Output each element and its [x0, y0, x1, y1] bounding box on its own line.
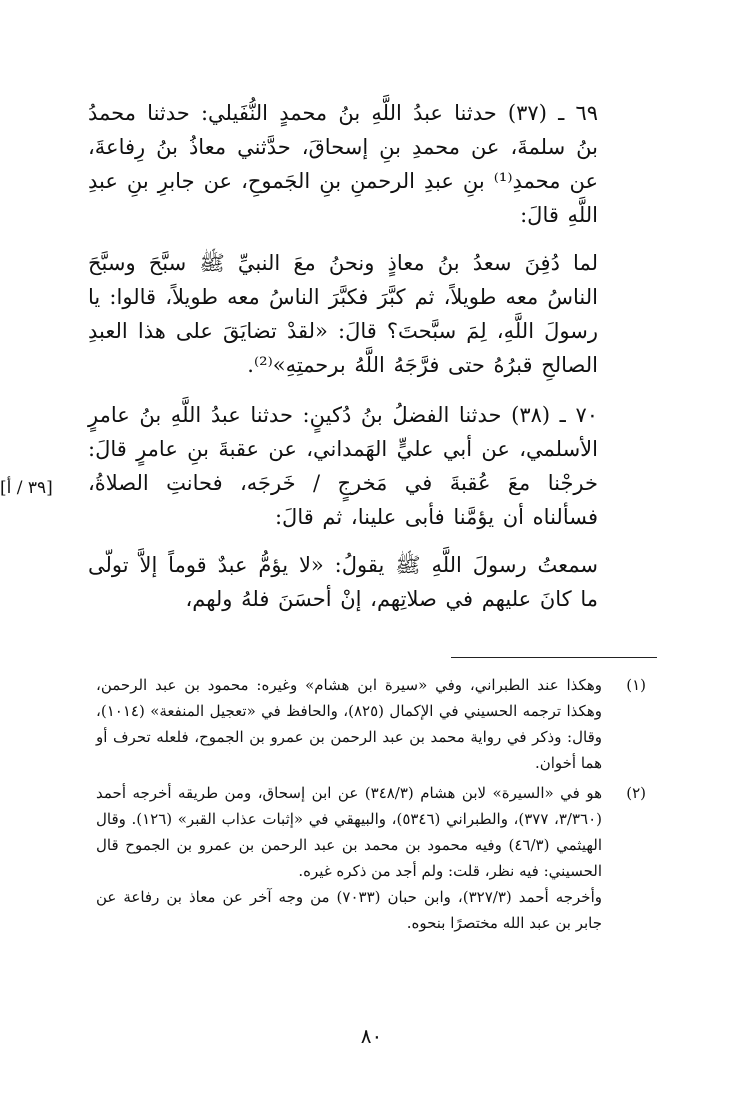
footnote-divider	[451, 657, 657, 658]
hadith-70-isnad: ٧٠ ـ (٣٨) حدثنا الفضلُ بنُ دُكينٍ: حدثنا عبدُ اللَّهِ بنُ عامرٍ الأسلمي، عن أبي عليٍّ الهَمداني، عن عقبةَ بنِ عامرٍ قالَ: خرجْنا معَ عُقبةَ في مَخرجٍ / خَرجَه، فحانتِ الصلاةُ، فسألناه أن يؤمَّنا فأبى علينا، ثم قالَ:	[88, 403, 598, 529]
footnotes	[96, 672, 646, 936]
footnote-text: وهكذا عند الطبراني، وفي «سيرة ابن هشام» وغيره: محمود بن عبد الرحمن، وهكذا ترجمه الحسيني في الإكمال (٨٢٥)، والحافظ في «تعجيل المنفعة» (١٠١٤)، وقال: وذكر في رواية محمد بن عبد الرحمن بن عمرو بن الجموح، فلعله تحرف أو هما أخوان.	[96, 676, 602, 772]
footnote-text: هو في «السيرة» لابن هشام (٣٤٨/٣) عن ابن إسحاق، ومن طريقه أخرجه أحمد (٣/٣٦٠، ٣٧٧)، والطبراني (٥٣٤٦)، والبيهقي في «إثبات عذاب القبر» (١٢٦). وقال الهيثمي (٤٦/٣) وفيه محمود بن محمد بن عبد الرحمن بن عمرو بن الجموح قال الحسيني: فيه نظر، قلت: ولم أجد من ذكره غيره.	[96, 784, 602, 880]
hadith-70-matn: سمعتُ رسولَ اللَّهِ ﷺ يقولُ: «لا يؤمُّ عبدٌ قوماً إلاَّ تولّى ما كانَ عليهم في صلاتِهم، إنْ أحسَنَ فلهُ ولهم،	[88, 553, 598, 611]
hadith-69-matn: لما دُفِنَ سعدُ بنُ معاذٍ ونحنُ معَ النبيِّ ﷺ سبَّحَ وسبَّحَ الناسُ معه طويلاً، ثم كبَّرَ فكبَّرَ الناسُ معه طويلاً، قالوا: يا رسولَ اللَّهِ، لِمَ سبَّحتَ؟ قالَ: «لقدْ تضايَقَ على هذا العبدِ الصالحِ قبرُهُ حتى فرَّجَهُ اللَّهُ برحمتِهِ»⁽²⁾.	[88, 251, 598, 377]
footnote-text-continued: وأخرجه أحمد (٣٢٧/٣)، وابن حبان (٧٠٣٣) من وجه آخر عن معاذ بن رفاعة عن جابر بن عبد الله مختصرًا بنحوه.	[96, 888, 602, 932]
manuscript-folio-marker: [٣٩ / أ]	[0, 478, 53, 498]
main-text	[88, 96, 598, 616]
footnote-2	[96, 780, 646, 936]
footnote-number: (٢)	[626, 784, 646, 802]
footnote-1	[96, 672, 646, 776]
footnote-number: (١)	[626, 676, 646, 694]
page-number: ٨٠	[360, 1024, 383, 1048]
hadith-69-isnad: ٦٩ ـ (٣٧) حدثنا عبدُ اللَّهِ بنُ محمدٍ النُّفَيلي: حدثنا محمدُ بنُ سلمةَ، عن محمدِ بنِ إسحاقَ، حدَّثني معاذُ بنُ رِفاعةَ، عن محمدِ⁽¹⁾ بنِ عبدِ الرحمنِ بنِ الجَموحِ، عن جابرِ بنِ عبدِ اللَّهِ قالَ:	[88, 101, 598, 227]
